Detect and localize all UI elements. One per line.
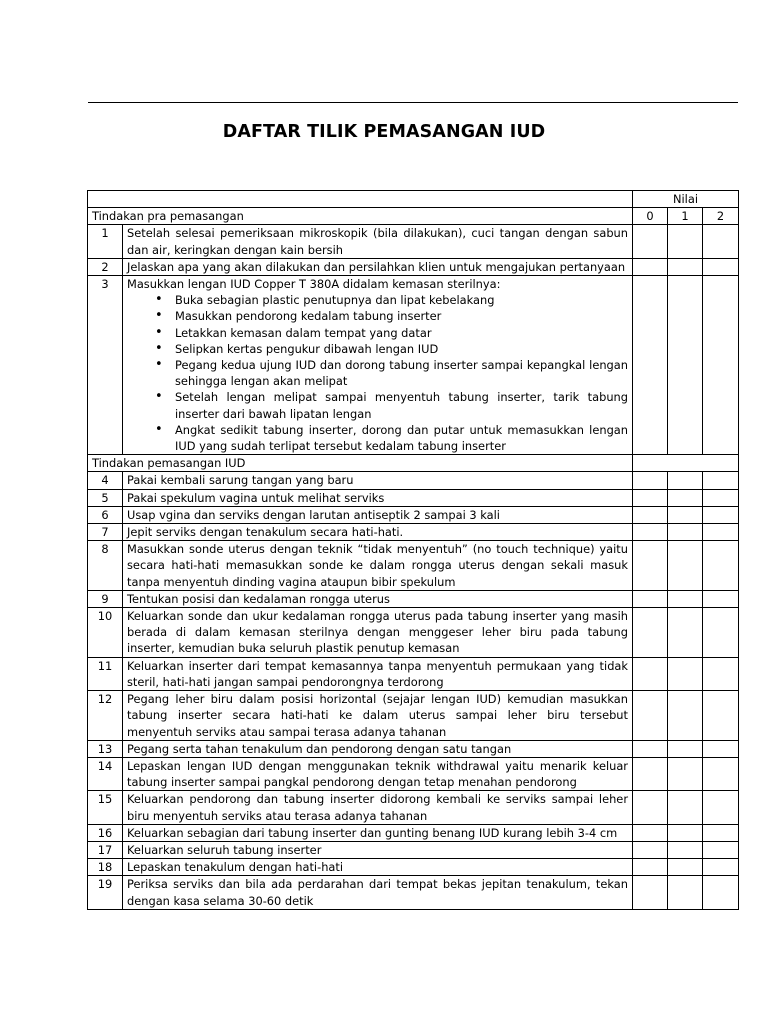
row-number: 15: [88, 791, 123, 824]
score-cell: [668, 524, 703, 541]
score-cell: [633, 541, 668, 591]
table-row: [88, 541, 739, 591]
score-cell: [633, 590, 668, 607]
row-text: Tentukan posisi dan kedalaman rongga uterus: [127, 591, 390, 606]
row-text: Pegang serta tahan tenakulum dan pendorong dengan satu tangan: [127, 741, 512, 756]
row-text: Periksa serviks dan bila ada perdarahan dari tempat bekas jepitan tenakulum, tekan dengan kasa selama 30-60 detik: [127, 877, 628, 908]
score-cell: [703, 824, 739, 841]
score-cell: [703, 489, 739, 506]
score-cell: [703, 541, 739, 591]
table-row: [88, 506, 739, 523]
score-cell: [633, 506, 668, 523]
table-row: [88, 876, 739, 909]
score-header-0: 0: [633, 208, 668, 225]
table-row: [88, 791, 739, 824]
section-label: Tindakan pemasangan IUD: [88, 455, 633, 472]
score-cell: [668, 541, 703, 591]
row-description: [123, 258, 633, 275]
row-text: Pakai kembali sarung tangan yang baru: [127, 473, 354, 488]
section-header-row: [88, 455, 739, 472]
score-cell: [633, 225, 668, 258]
score-cell: [703, 691, 739, 741]
score-cell: [703, 472, 739, 489]
row-description: [123, 489, 633, 506]
row-text: Setelah selesai pemeriksaan mikroskopik (bila dilakukan), cuci tangan dengan sabun dan air, keringkan dengan kain bersih: [127, 226, 628, 257]
sub-step-item: • Letakkan kemasan dalam tempat yang datar: [175, 325, 628, 341]
score-cell: [633, 740, 668, 757]
row-text: Keluarkan pendorong dan tabung inserter didorong kembali ke serviks sampai leher biru menyentuh serviks atau terasa adanya tahanan: [127, 792, 628, 823]
row-text: Keluarkan sebagian dari tabung inserter dan gunting benang IUD kurang lebih 3-4 cm: [127, 825, 618, 840]
top-horizontal-rule: [88, 102, 738, 103]
score-cell: [633, 455, 739, 472]
row-text: Keluarkan sonde dan ukur kedalaman rongga uterus pada tabung inserter yang masih berada di dalam kemasan sterilnya dengan menggeser leher biru pada tabung inserter, kemudian buka seluruh plastik penutup kemasan: [127, 609, 628, 656]
score-cell: [703, 757, 739, 790]
row-description: [123, 276, 633, 455]
row-number: 17: [88, 841, 123, 858]
score-cell: [633, 791, 668, 824]
row-description: [123, 590, 633, 607]
row-number: 2: [88, 258, 123, 275]
row-text: Keluarkan inserter dari tempat kemasannya tanpa menyentuh permukaan yang tidak steril, hati-hati jangan sampai pendorongnya terdorong: [127, 658, 628, 689]
header-row: [88, 191, 739, 208]
score-header-1: 1: [668, 208, 703, 225]
score-cell: [668, 258, 703, 275]
row-number: 6: [88, 506, 123, 523]
row-text: Usap vgina dan serviks dengan larutan antiseptik 2 sampai 3 kali: [127, 507, 500, 522]
document-title: DAFTAR TILIK PEMASANGAN IUD: [222, 122, 546, 142]
row-number: 13: [88, 740, 123, 757]
table-row: [88, 489, 739, 506]
row-description: [123, 841, 633, 858]
row-text: Lepaskan lengan IUD dengan menggunakan teknik withdrawal yaitu menarik keluar tabung inserter sampai pangkal pendorong dengan tetap menahan pendorong: [127, 758, 628, 790]
header-blank-cell: [88, 191, 633, 208]
score-cell: [703, 258, 739, 275]
score-cell: [633, 841, 668, 858]
score-cell: [668, 791, 703, 824]
row-description: [123, 541, 633, 591]
table-row: [88, 740, 739, 757]
row-number: 14: [88, 757, 123, 790]
score-cell: [668, 859, 703, 876]
section-label: Tindakan pra pemasangan: [88, 208, 633, 225]
score-cell: [703, 740, 739, 757]
score-cell: [703, 876, 739, 909]
row-number: 18: [88, 859, 123, 876]
table-row: [88, 841, 739, 858]
row-number: 5: [88, 489, 123, 506]
table-row: [88, 608, 739, 658]
score-cell: [668, 225, 703, 258]
table-row: [88, 472, 739, 489]
row-number: 4: [88, 472, 123, 489]
row-text: Jelaskan apa yang akan dilakukan dan persilahkan klien untuk mengajukan pertanyaan: [127, 259, 626, 274]
score-cell: [668, 489, 703, 506]
score-cell: [633, 757, 668, 790]
table-row: [88, 824, 739, 841]
score-cell: [703, 841, 739, 858]
score-cell: [668, 876, 703, 909]
row-text: Jepit serviks dengan tenakulum secara hati-hati.: [127, 525, 404, 540]
row-text: Pegang leher biru dalam posisi horizontal (sejajar lengan IUD) kemudian masukkan tabung inserter secara hati-hati ke dalam uterus sampai leher biru tersebut menyentuh serviks atau sampai terasa adanya tahanan: [127, 692, 628, 739]
score-cell: [633, 608, 668, 658]
score-cell: [703, 657, 739, 690]
row-number: 11: [88, 657, 123, 690]
score-cell: [633, 489, 668, 506]
score-cell: [668, 608, 703, 658]
score-cell: [668, 740, 703, 757]
score-cell: [668, 657, 703, 690]
row-description: [123, 859, 633, 876]
score-cell: [633, 859, 668, 876]
row-number: 8: [88, 541, 123, 591]
table-row: [88, 225, 739, 258]
table-row: [88, 590, 739, 607]
row-description: [123, 225, 633, 258]
sub-step-item: • Selipkan kertas pengukur dibawah lengan IUD: [175, 341, 628, 357]
score-cell: [668, 691, 703, 741]
row-number: 10: [88, 608, 123, 658]
score-cell: [668, 472, 703, 489]
sub-step-item: • Pegang kedua ujung IUD dan dorong tabung inserter sampai kepangkal lengan sehingga lengan akan melipat: [175, 357, 628, 389]
score-cell: [668, 757, 703, 790]
row-number: 1: [88, 225, 123, 258]
table-row: [88, 258, 739, 275]
row-text: Masukkan lengan IUD Copper T 380A didalam kemasan sterilnya:: [127, 277, 501, 292]
score-cell: [668, 590, 703, 607]
score-cell: [668, 276, 703, 455]
score-cell: [633, 824, 668, 841]
sub-step-item: • Setelah lengan melipat sampai menyentuh tabung inserter, tarik tabung inserter dari bawah lipatan lengan: [175, 389, 628, 421]
score-cell: [633, 472, 668, 489]
row-number: 7: [88, 524, 123, 541]
row-number: 3: [88, 276, 123, 455]
score-cell: [633, 657, 668, 690]
score-cell: [633, 876, 668, 909]
score-cell: [633, 258, 668, 275]
table-row: [88, 276, 739, 455]
table-row: [88, 524, 739, 541]
checklist-table: [87, 190, 739, 910]
row-text: Pakai spekulum vagina untuk melihat serviks: [127, 490, 385, 505]
sub-step-list: [127, 292, 628, 454]
score-cell: [703, 276, 739, 455]
section-header-row: [88, 208, 739, 225]
row-number: 19: [88, 876, 123, 909]
row-description: [123, 791, 633, 824]
score-cell: [633, 276, 668, 455]
score-cell: [633, 691, 668, 741]
score-cell: [668, 824, 703, 841]
score-cell: [703, 506, 739, 523]
row-description: [123, 608, 633, 658]
row-number: 9: [88, 590, 123, 607]
row-description: [123, 757, 633, 790]
score-cell: [703, 590, 739, 607]
row-description: [123, 472, 633, 489]
table-row: [88, 657, 739, 690]
row-description: [123, 657, 633, 690]
table-row: [88, 691, 739, 741]
score-cell: [703, 791, 739, 824]
score-cell: [703, 524, 739, 541]
sub-step-item: • Angkat sedikit tabung inserter, dorong dan putar untuk memasukkan lengan IUD yang sudah terlipat tersebut kedalam tabung inserter: [175, 422, 628, 454]
table-row: [88, 859, 739, 876]
row-text: Keluarkan seluruh tabung inserter: [127, 842, 322, 857]
score-cell: [668, 506, 703, 523]
row-text: Masukkan sonde uterus dengan teknik “tidak menyentuh” (no touch technique) yaitu secara hati-hati memasukkan sonde ke dalam rongga uterus dengan sekali masuk tanpa menyentuh dinding vagina ataupun bibir spekulum: [127, 542, 628, 589]
row-description: [123, 876, 633, 909]
row-number: 12: [88, 691, 123, 741]
row-description: [123, 506, 633, 523]
row-text: Lepaskan tenakulum dengan hati-hati: [127, 860, 344, 875]
score-cell: [703, 859, 739, 876]
score-cell: [703, 608, 739, 658]
row-description: [123, 524, 633, 541]
score-cell: [668, 841, 703, 858]
row-number: 16: [88, 824, 123, 841]
score-header-2: 2: [703, 208, 739, 225]
table-row: [88, 757, 739, 790]
sub-step-item: • Buka sebagian plastic penutupnya dan lipat kebelakang: [175, 292, 628, 308]
sub-step-item: • Masukkan pendorong kedalam tabung inserter: [175, 308, 628, 324]
score-cell: [633, 524, 668, 541]
nilai-header: Nilai: [633, 191, 739, 208]
row-description: [123, 824, 633, 841]
row-description: [123, 691, 633, 741]
score-cell: [703, 225, 739, 258]
row-description: [123, 740, 633, 757]
